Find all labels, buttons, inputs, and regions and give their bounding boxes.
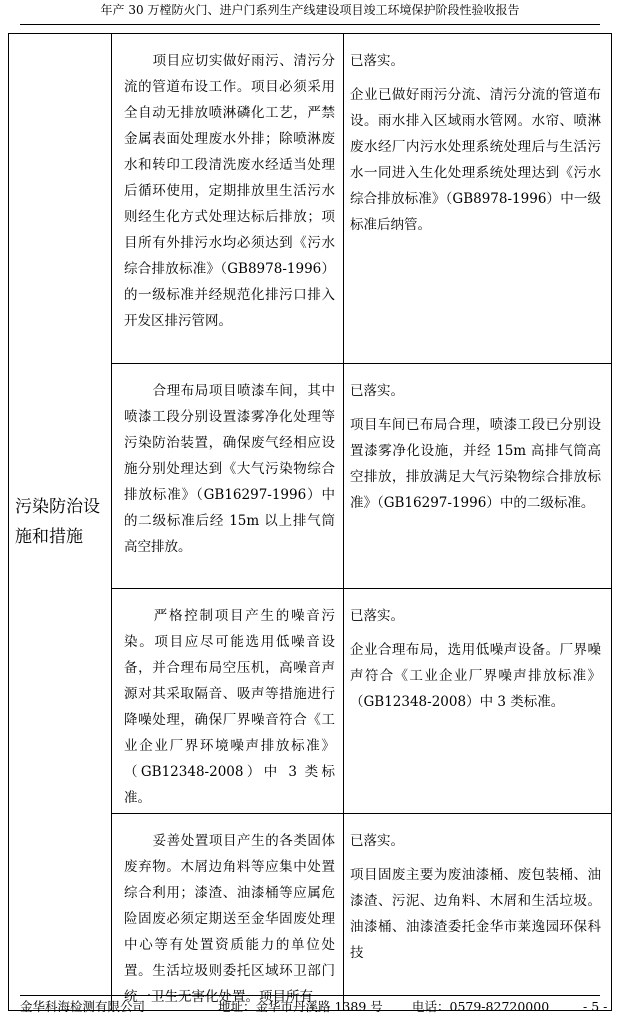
status-text: 已落实。 — [350, 53, 404, 69]
measures-table — [8, 33, 612, 1011]
footer-phone: 电话：0579-82720000 — [412, 999, 550, 1014]
header-divider — [20, 24, 600, 25]
category-cell: 污染防治设施和措施 — [9, 34, 112, 1011]
requirement-cell — [112, 589, 344, 814]
page-number: - 5 - — [583, 999, 608, 1014]
result-text: 项目固废主要为废油漆桶、废包装桶、油漆渣、污泥、边角料、木屑和生活垃圾。油漆桶、油漆渣委托金华市莱逸园环保科技 — [350, 867, 601, 961]
result-cell — [344, 364, 612, 589]
status-text: 已落实。 — [350, 608, 404, 624]
status-text: 已落实。 — [350, 833, 404, 849]
page-header: 年产 30 万樘防火门、进户门系列生产线建设项目竣工环境保护阶段性验收报告 — [100, 3, 520, 17]
table-row — [9, 34, 612, 364]
requirement-text: 严格控制项目产生的噪音污染。项目应尽可能选用低噪音设备，并合理布局空压机，高噪音声源对其采取隔音、吸声等措施进行降噪处理，确保厂界噪音符合《工业企业厂界环境噪声排放标准》（GB12348-2008）中 3 类标准。 — [124, 608, 335, 806]
footer-divider — [20, 995, 600, 996]
result-text: 企业已做好雨污分流、清污分流的管道布设。雨水排入区域雨水管网。水帘、喷淋废水经厂内污水处理系统处理后与生活污水一同进入生化处理系统处理达到《污水综合排放标准》（GB8978-1996）中一级标准后纳管。 — [350, 87, 601, 233]
result-text: 项目车间已布局合理，喷漆工段已分别设置漆雾净化设施，并经 15m 高排气筒高空排放，排放满足大气污染物综合排放标准》（GB16297-1996）中的二级标准。 — [350, 417, 601, 511]
requirement-cell — [112, 34, 344, 364]
result-cell — [344, 589, 612, 814]
requirement-text: 项目应切实做好雨污、清污分流的管道布设工作。项目必须采用全自动无排放喷淋磷化工艺，严禁金属表面处理废水外排；除喷淋废水和转印工段清洗废水经适当处理后循环使用，定期排放里生活污水则经生化方式处理达标后排放；项目所有外排污水均必须达到《污水综合排放标准》（GB8978-1996）的一级标准并经规范化排污口排入开发区排污管网。 — [124, 53, 335, 329]
result-cell — [344, 814, 612, 1011]
footer-company: 金华科海检测有限公司 — [20, 999, 146, 1014]
footer-address: 地址：金华市丹溪路 1389 号 — [218, 999, 383, 1014]
requirement-cell — [112, 814, 344, 1011]
requirement-text: 合理布局项目喷漆车间，其中喷漆工段分别设置漆雾净化处理等污染防治装置，确保废气经相应设施分别处理达到《大气污染物综合排放标准》（GB16297-1996）中的二级标准后经 15m 以上排气筒高空排放。 — [124, 383, 335, 555]
requirement-cell — [112, 364, 344, 589]
status-text: 已落实。 — [350, 383, 404, 399]
requirement-text: 妥善处置项目产生的各类固体废弃物。木屑边角料等应集中处置综合利用；漆渣、油漆桶等应属危险固废必须定期送至金华固废处理中心等有处置资质能力的单位处置。生活垃圾则委托区域环卫部门统一卫生无害化处置。项目所有 — [124, 833, 335, 1005]
result-cell — [344, 34, 612, 364]
result-text: 企业合理布局，选用低噪声设备。厂界噪声符合《工业企业厂界噪声排放标准》（GB12348-2008）中 3 类标准。 — [350, 642, 601, 710]
